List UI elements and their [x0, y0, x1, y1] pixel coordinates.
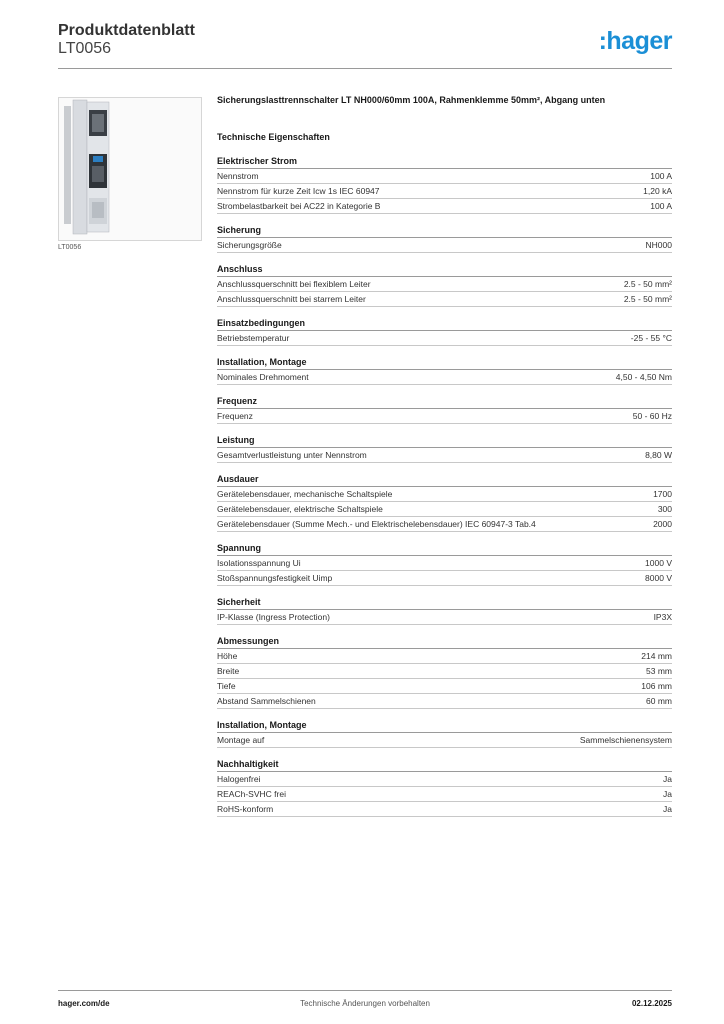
technical-properties-title: Technische Eigenschaften: [217, 132, 330, 142]
spec-value: 106 mm: [641, 681, 672, 691]
document-title: Produktdatenblatt: [58, 22, 195, 39]
spec-row: [217, 292, 672, 307]
spec-section: [217, 474, 672, 532]
spec-row: [217, 679, 672, 694]
spec-value: 2.5 - 50 mm²: [623, 279, 672, 289]
spec-row: [217, 487, 672, 502]
spec-row: [217, 664, 672, 679]
main-content: [217, 95, 672, 828]
spec-value: 1700: [653, 489, 672, 499]
spec-value: 2000: [653, 519, 672, 529]
spec-label: Frequenz: [217, 411, 253, 421]
spec-label: Gerätelebensdauer, mechanische Schaltspiele: [217, 489, 393, 499]
footer-notice: Technische Änderungen vorbehalten: [300, 999, 430, 1008]
spec-label: Höhe: [217, 651, 238, 661]
page-header: [58, 20, 672, 69]
spec-section: [217, 357, 672, 385]
spec-label: Nennstrom für kurze Zeit Icw 1s IEC 60947: [217, 186, 380, 196]
spec-value: 8,80 W: [645, 450, 672, 460]
spec-value: 8000 V: [645, 573, 672, 583]
spec-row: [217, 802, 672, 817]
spec-row: [217, 184, 672, 199]
spec-label: Montage auf: [217, 735, 265, 745]
section-title: Frequenz: [217, 396, 672, 409]
spec-section: [217, 636, 672, 709]
spec-row: [217, 694, 672, 709]
spec-label: Abstand Sammelschienen: [217, 696, 316, 706]
spec-sections: [217, 156, 672, 817]
spec-label: Gerätelebensdauer, elektrische Schaltspiele: [217, 504, 383, 514]
section-title: Elektrischer Strom: [217, 156, 672, 169]
spec-value: 53 mm: [646, 666, 672, 676]
spec-label: IP-Klasse (Ingress Protection): [217, 612, 330, 622]
spec-row: [217, 502, 672, 517]
spec-row: [217, 238, 672, 253]
logo-text: hager: [606, 27, 672, 55]
product-description: Sicherungslasttrennschalter LT NH000/60mm 100A, Rahmenklemme 50mm², Abgang unten: [217, 95, 606, 105]
section-title: Anschluss: [217, 264, 672, 277]
spec-value: Ja: [663, 789, 672, 799]
spec-label: Betriebstemperatur: [217, 333, 290, 343]
product-image: [58, 97, 202, 241]
section-title: Sicherheit: [217, 597, 672, 610]
spec-label: Halogenfrei: [217, 774, 261, 784]
spec-label: Anschlussquerschnitt bei flexiblem Leiter: [217, 279, 371, 289]
spec-row: [217, 448, 672, 463]
spec-section: [217, 156, 672, 214]
spec-section: [217, 264, 672, 307]
spec-value: 1,20 kA: [643, 186, 672, 196]
spec-value: 100 A: [650, 171, 672, 181]
spec-row: [217, 772, 672, 787]
fuse-switch-illustration: [59, 98, 201, 240]
spec-label: Breite: [217, 666, 240, 676]
section-title: Einsatzbedingungen: [217, 318, 672, 331]
spec-label: Nennstrom: [217, 171, 259, 181]
spec-row: [217, 277, 672, 292]
spec-label: Tiefe: [217, 681, 236, 691]
spec-label: Stoßspannungsfestigkeit Uimp: [217, 573, 333, 583]
spec-value: 214 mm: [641, 651, 672, 661]
spec-value: -25 - 55 °C: [630, 333, 672, 343]
spec-value: Ja: [663, 804, 672, 814]
spec-row: [217, 733, 672, 748]
spec-value: 50 - 60 Hz: [632, 411, 672, 421]
spec-label: Strombelastbarkeit bei AC22 in Kategorie B: [217, 201, 381, 211]
spec-label: Nominales Drehmoment: [217, 372, 309, 382]
section-title: Nachhaltigkeit: [217, 759, 672, 772]
section-title: Sicherung: [217, 225, 672, 238]
spec-label: Isolationsspannung Ui: [217, 558, 301, 568]
spec-row: [217, 787, 672, 802]
spec-label: Gesamtverlustleistung unter Nennstrom: [217, 450, 367, 460]
spec-section: [217, 225, 672, 253]
section-title: Installation, Montage: [217, 720, 672, 733]
spec-label: REACh-SVHC frei: [217, 789, 286, 799]
spec-value: 60 mm: [646, 696, 672, 706]
spec-row: [217, 649, 672, 664]
spec-section: [217, 720, 672, 748]
section-title: Abmessungen: [217, 636, 672, 649]
spec-value: NH000: [645, 240, 672, 250]
section-title: Installation, Montage: [217, 357, 672, 370]
footer-date: 02.12.2025: [631, 999, 672, 1008]
spec-value: 100 A: [650, 201, 672, 211]
spec-value: Sammelschienensystem: [579, 735, 672, 745]
footer-website: hager.com/de: [58, 999, 110, 1008]
spec-row: [217, 169, 672, 184]
spec-row: [217, 571, 672, 586]
hager-logo: :hager: [598, 27, 672, 55]
spec-row: [217, 517, 672, 532]
spec-row: [217, 556, 672, 571]
spec-label: Sicherungsgröße: [217, 240, 282, 250]
spec-row: [217, 610, 672, 625]
spec-label: Anschlussquerschnitt bei starrem Leiter: [217, 294, 366, 304]
spec-label: RoHS-konform: [217, 804, 274, 814]
section-title: Leistung: [217, 435, 672, 448]
spec-value: IP3X: [653, 612, 672, 622]
spec-value: 1000 V: [645, 558, 672, 568]
spec-section: [217, 597, 672, 625]
spec-value: 2.5 - 50 mm²: [623, 294, 672, 304]
article-number: LT0056: [58, 40, 112, 57]
section-title: Spannung: [217, 543, 672, 556]
spec-value: Ja: [663, 774, 672, 784]
spec-row: [217, 370, 672, 385]
spec-section: [217, 435, 672, 463]
spec-row: [217, 409, 672, 424]
section-title: Ausdauer: [217, 474, 672, 487]
image-caption: LT0056: [58, 244, 82, 251]
spec-row: [217, 331, 672, 346]
spec-label: Gerätelebensdauer (Summe Mech.- und Elektrischelebensdauer) IEC 60947-3 Tab.4: [217, 519, 536, 529]
spec-section: [217, 396, 672, 424]
spec-section: [217, 759, 672, 817]
page-footer: [58, 990, 672, 1021]
spec-value: 4,50 - 4,50 Nm: [615, 372, 672, 382]
spec-section: [217, 318, 672, 346]
spec-row: [217, 199, 672, 214]
spec-value: 300: [657, 504, 672, 514]
spec-section: [217, 543, 672, 586]
